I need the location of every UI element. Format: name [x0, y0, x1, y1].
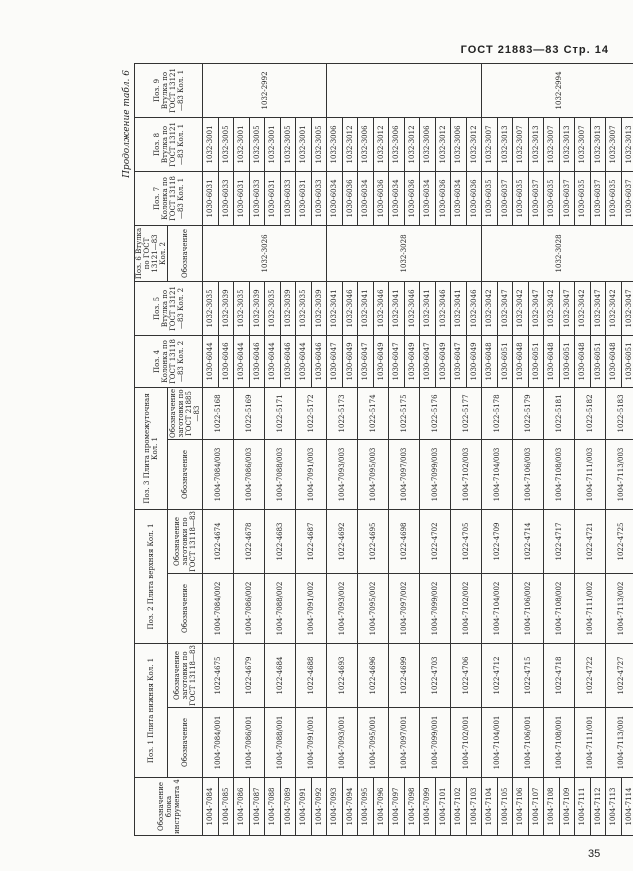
table-row	[606, 63, 622, 835]
table-row	[575, 63, 591, 835]
cell-p1-blank: 1022-4712	[482, 643, 513, 707]
cell-p4: 1030-6048	[606, 335, 622, 387]
cell-p3-blank: 1022-5174	[358, 387, 389, 439]
cell-p7: 1030-6036	[373, 171, 389, 225]
cell-p4: 1030-6047	[451, 335, 467, 387]
col-p3-b: Обозначение заготовки по ГОСТ 21885—83	[169, 388, 201, 438]
cell-p1-blank: 1022-4718	[544, 643, 575, 707]
cell-p2-blank: 1022-4705	[451, 509, 482, 573]
cell-p5: 1032-3047	[497, 281, 513, 335]
cell-block: 1004-7088	[265, 778, 281, 836]
cell-p8: 1032-3001	[203, 117, 219, 171]
cell-p7: 1030-6033	[311, 171, 327, 225]
cell-p3-designation: 1004-7106/003	[513, 439, 544, 509]
cell-block: 1004-7112	[590, 778, 606, 836]
cell-p2-blank: 1022-4714	[513, 509, 544, 573]
cell-p1-blank: 1022-4715	[513, 643, 544, 707]
cell-p7: 1030-6037	[621, 171, 633, 225]
col-group-p2: Поз. 2 Плита верхняя Кол. 1	[135, 509, 168, 643]
table-row	[389, 63, 405, 835]
cell-block: 1004-7091	[296, 778, 312, 836]
cell-p7: 1030-6033	[218, 171, 234, 225]
cell-p3-designation: 1004-7091/003	[296, 439, 327, 509]
cell-p5: 1032-3041	[451, 281, 467, 335]
cell-p8: 1032-3001	[265, 117, 281, 171]
cell-p2-blank: 1022-4687	[296, 509, 327, 573]
cell-p8: 1032-3001	[296, 117, 312, 171]
cell-p1-blank: 1022-4706	[451, 643, 482, 707]
cell-p1-blank: 1022-4699	[389, 643, 420, 707]
cell-p3-blank: 1022-5168	[203, 387, 234, 439]
cell-p5: 1032-3047	[590, 281, 606, 335]
cell-p8: 1032-3012	[466, 117, 482, 171]
cell-p8: 1032-3001	[234, 117, 250, 171]
cell-block: 1004-7095	[358, 778, 374, 836]
cell-p3-designation: 1004-7088/003	[265, 439, 296, 509]
table-body	[203, 63, 633, 835]
col-p2-b: Обозначение заготовки по ГОСТ 13118—83	[168, 509, 203, 573]
cell-p8: 1032-3005	[218, 117, 234, 171]
cell-p5: 1032-3047	[621, 281, 633, 335]
cell-p4: 1030-6047	[327, 335, 343, 387]
table-row	[482, 63, 498, 835]
col-p1-b: Обозначение заготовки по ГОСТ 13118—83	[168, 643, 203, 707]
cell-block: 1004-7103	[466, 778, 482, 836]
cell-p4: 1030-6049	[373, 335, 389, 387]
cell-block: 1004-7089	[280, 778, 296, 836]
cell-p5: 1032-3041	[420, 281, 436, 335]
col-p6-sub: Обозначение	[168, 225, 203, 281]
cell-p4: 1030-6049	[342, 335, 358, 387]
rotated-table-block	[120, 64, 633, 836]
cell-block: 1004-7107	[528, 778, 544, 836]
cell-p3-designation: 1004-7093/003	[327, 439, 358, 509]
cell-p3-designation: 1004-7113/003	[606, 439, 633, 509]
cell-p3-designation: 1004-7084/003	[203, 439, 234, 509]
cell-p2-blank: 1022-4698	[389, 509, 420, 573]
cell-block: 1004-7093	[327, 778, 343, 836]
cell-p1-blank: 1022-4703	[420, 643, 451, 707]
cell-block: 1004-7098	[404, 778, 420, 836]
cell-p5: 1032-3035	[203, 281, 219, 335]
cell-p7: 1030-6034	[327, 171, 343, 225]
cell-p2-blank: 1022-4695	[358, 509, 389, 573]
cell-p4: 1030-6051	[590, 335, 606, 387]
cell-p3-blank: 1022-5173	[327, 387, 358, 439]
cell-p1-blank: 1022-4727	[606, 643, 633, 707]
cell-p7: 1030-6031	[234, 171, 250, 225]
cell-p2-designation: 1004-7095/002	[358, 573, 389, 643]
page-header: ГОСТ 21883—83 Стр. 14	[460, 44, 609, 56]
col-group-p3: Поз. 3 Плита промежуточная Кол. 1	[135, 387, 168, 509]
cell-block: 1004-7096	[373, 778, 389, 836]
cell-p1-designation: 1004-7111/001	[575, 708, 606, 778]
cell-p5: 1032-3047	[559, 281, 575, 335]
cell-p9-merged	[327, 63, 482, 117]
col-block: Обозначение блока инструмента 4	[135, 778, 203, 836]
cell-p7: 1030-6036	[342, 171, 358, 225]
cell-p2-blank: 1022-4702	[420, 509, 451, 573]
cell-p1-blank: 1022-4684	[265, 643, 296, 707]
cell-p1-designation: 1004-7102/001	[451, 708, 482, 778]
cell-p5: 1032-3046	[466, 281, 482, 335]
col-p8: Поз. 8 Втулка по ГОСТ 13121—83 Кол. 1	[135, 117, 203, 171]
cell-p5: 1032-3041	[358, 281, 374, 335]
cell-p5: 1032-3042	[606, 281, 622, 335]
cell-p2-designation: 1004-7102/002	[451, 573, 482, 643]
cell-p5: 1032-3042	[544, 281, 560, 335]
cell-p1-designation: 1004-7091/001	[296, 708, 327, 778]
table-caption: Продолжение табл. 6	[122, 70, 132, 178]
cell-p2-blank: 1022-4683	[265, 509, 296, 573]
cell-p4: 1030-6051	[528, 335, 544, 387]
cell-p3-blank: 1022-5169	[234, 387, 265, 439]
cell-p1-designation: 1004-7104/001	[482, 708, 513, 778]
cell-block: 1004-7092	[311, 778, 327, 836]
cell-p2-designation: 1004-7099/002	[420, 573, 451, 643]
cell-p7: 1030-6035	[575, 171, 591, 225]
cell-p3-designation: 1004-7111/003	[575, 439, 606, 509]
page-number: 35	[588, 848, 601, 860]
cell-p4: 1030-6051	[621, 335, 633, 387]
cell-p8: 1032-3013	[590, 117, 606, 171]
cell-block: 1004-7101	[435, 778, 451, 836]
col-p1-a: Обозначение	[168, 708, 203, 778]
cell-p3-designation: 1004-7104/003	[482, 439, 513, 509]
cell-p2-designation: 1004-7091/002	[296, 573, 327, 643]
table-row	[358, 63, 374, 835]
cell-block: 1004-7111	[575, 778, 591, 836]
cell-p2-designation: 1004-7097/002	[389, 573, 420, 643]
cell-p1-designation: 1004-7088/001	[265, 708, 296, 778]
cell-block: 1004-7102	[451, 778, 467, 836]
cell-p7: 1030-6035	[606, 171, 622, 225]
cell-p7: 1030-6037	[528, 171, 544, 225]
cell-p8: 1032-3007	[513, 117, 529, 171]
cell-p3-blank: 1022-5175	[389, 387, 420, 439]
cell-p4: 1030-6048	[482, 335, 498, 387]
col-group-p1: Поз. 1 Плита нижняя Кол. 1	[135, 643, 168, 777]
cell-p7: 1030-6037	[497, 171, 513, 225]
col-p3-a: Обозначение	[168, 439, 203, 509]
cell-p2-blank: 1022-4717	[544, 509, 575, 573]
cell-p5: 1032-3035	[265, 281, 281, 335]
cell-p6-merged: 1032-3028	[482, 225, 633, 281]
cell-block: 1004-7097	[389, 778, 405, 836]
table-row	[513, 63, 529, 835]
cell-block: 1004-7109	[559, 778, 575, 836]
cell-p1-designation: 1004-7093/001	[327, 708, 358, 778]
cell-block: 1004-7084	[203, 778, 219, 836]
cell-p8: 1032-3005	[280, 117, 296, 171]
cell-p4: 1030-6046	[311, 335, 327, 387]
cell-p3-blank: 1022-5171	[265, 387, 296, 439]
cell-p5: 1032-3046	[435, 281, 451, 335]
cell-p7: 1030-6035	[544, 171, 560, 225]
cell-p3-blank: 1022-5182	[575, 387, 606, 439]
cell-p2-designation: 1004-7084/002	[203, 573, 234, 643]
table-row	[234, 63, 250, 835]
cell-p1-blank: 1022-4693	[327, 643, 358, 707]
cell-p1-designation: 1004-7108/001	[544, 708, 575, 778]
cell-p7: 1030-6036	[466, 171, 482, 225]
cell-p4: 1030-6049	[466, 335, 482, 387]
table-row	[203, 63, 219, 835]
cell-p3-blank: 1022-5183	[606, 387, 633, 439]
cell-p5: 1032-3035	[234, 281, 250, 335]
cell-p8: 1032-3006	[420, 117, 436, 171]
cell-p3-designation: 1004-7102/003	[451, 439, 482, 509]
cell-p7: 1030-6034	[420, 171, 436, 225]
cell-p2-blank: 1022-4709	[482, 509, 513, 573]
cell-p8: 1032-3013	[497, 117, 513, 171]
cell-p4: 1030-6044	[234, 335, 250, 387]
cell-p4: 1030-6046	[249, 335, 265, 387]
cell-p7: 1030-6036	[404, 171, 420, 225]
cell-block: 1004-7106	[513, 778, 529, 836]
cell-p4: 1030-6047	[389, 335, 405, 387]
cell-p8: 1032-3012	[342, 117, 358, 171]
cell-p2-blank: 1022-4692	[327, 509, 358, 573]
cell-p3-blank: 1022-5176	[420, 387, 451, 439]
cell-p4: 1030-6051	[497, 335, 513, 387]
cell-p8: 1032-3013	[621, 117, 633, 171]
cell-p1-designation: 1004-7095/001	[358, 708, 389, 778]
cell-block: 1004-7086	[234, 778, 250, 836]
cell-p7: 1030-6031	[203, 171, 219, 225]
cell-p3-designation: 1004-7099/003	[420, 439, 451, 509]
cell-p7: 1030-6035	[513, 171, 529, 225]
cell-p5: 1032-3042	[575, 281, 591, 335]
cell-p1-blank: 1022-4675	[203, 643, 234, 707]
col-p6: Поз. 6 Втулка по ГОСТ 13121—83 Кол. 2	[135, 225, 168, 281]
cell-p6-merged: 1032-3026	[203, 225, 327, 281]
cell-p8: 1032-3007	[482, 117, 498, 171]
cell-p5: 1032-3041	[389, 281, 405, 335]
cell-p4: 1030-6048	[544, 335, 560, 387]
cell-p4: 1030-6049	[404, 335, 420, 387]
cell-p8: 1032-3012	[435, 117, 451, 171]
cell-p2-designation: 1004-7113/002	[606, 573, 633, 643]
cell-p8: 1032-3006	[327, 117, 343, 171]
cell-p7: 1030-6031	[296, 171, 312, 225]
cell-p7: 1030-6033	[280, 171, 296, 225]
cell-p4: 1030-6048	[513, 335, 529, 387]
cell-block: 1004-7114	[621, 778, 633, 836]
cell-p5: 1032-3039	[249, 281, 265, 335]
table-row	[296, 63, 312, 835]
cell-p2-blank: 1022-4674	[203, 509, 234, 573]
col-p5: Поз. 5 Втулка по ГОСТ 13121—83 Кол. 2	[135, 281, 203, 335]
cell-p8: 1032-3005	[249, 117, 265, 171]
cell-p3-blank: 1022-5178	[482, 387, 513, 439]
cell-block: 1004-7099	[420, 778, 436, 836]
cell-p5: 1032-3046	[404, 281, 420, 335]
cell-p7: 1030-6037	[590, 171, 606, 225]
cell-p5: 1032-3041	[327, 281, 343, 335]
data-table	[134, 63, 633, 836]
cell-p9-merged: 1032-2994	[482, 63, 633, 117]
cell-p4: 1030-6044	[203, 335, 219, 387]
cell-p3-blank: 1022-5181	[544, 387, 575, 439]
cell-p2-designation: 1004-7086/002	[234, 573, 265, 643]
cell-block: 1004-7104	[482, 778, 498, 836]
cell-p9-merged: 1032-2992	[203, 63, 327, 117]
cell-p3-blank: 1022-5179	[513, 387, 544, 439]
cell-block: 1004-7085	[218, 778, 234, 836]
cell-p4: 1030-6046	[218, 335, 234, 387]
table-row	[451, 63, 467, 835]
cell-p1-designation: 1004-7106/001	[513, 708, 544, 778]
cell-p1-designation: 1004-7113/001	[606, 708, 633, 778]
cell-p1-designation: 1004-7099/001	[420, 708, 451, 778]
cell-block: 1004-7113	[606, 778, 622, 836]
table-row	[265, 63, 281, 835]
cell-p3-blank: 1022-5172	[296, 387, 327, 439]
table-row	[420, 63, 436, 835]
cell-p5: 1032-3035	[296, 281, 312, 335]
cell-p1-designation: 1004-7084/001	[203, 708, 234, 778]
col-p9: Поз. 9 Втулка по ГОСТ 13121—83 Кол. 1	[135, 63, 203, 117]
cell-p7: 1030-6036	[435, 171, 451, 225]
cell-p7: 1030-6034	[389, 171, 405, 225]
cell-p4: 1030-6044	[296, 335, 312, 387]
cell-p1-blank: 1022-4696	[358, 643, 389, 707]
cell-p2-designation: 1004-7108/002	[544, 573, 575, 643]
cell-p3-designation: 1004-7108/003	[544, 439, 575, 509]
cell-p8: 1032-3005	[311, 117, 327, 171]
cell-p2-designation: 1004-7106/002	[513, 573, 544, 643]
cell-block: 1004-7087	[249, 778, 265, 836]
cell-p2-blank: 1022-4721	[575, 509, 606, 573]
cell-p5: 1032-3039	[311, 281, 327, 335]
cell-p7: 1030-6031	[265, 171, 281, 225]
cell-p4: 1030-6044	[265, 335, 281, 387]
cell-p5: 1032-3046	[373, 281, 389, 335]
cell-p5: 1032-3046	[342, 281, 358, 335]
cell-p4: 1030-6049	[435, 335, 451, 387]
cell-p8: 1032-3006	[451, 117, 467, 171]
cell-p7: 1030-6035	[482, 171, 498, 225]
cell-p8: 1032-3013	[559, 117, 575, 171]
cell-p5: 1032-3042	[513, 281, 529, 335]
cell-p1-blank: 1022-4722	[575, 643, 606, 707]
col-p2-a: Обозначение	[168, 573, 203, 643]
cell-p4: 1030-6047	[358, 335, 374, 387]
cell-p3-blank: 1022-5177	[451, 387, 482, 439]
table-row	[544, 63, 560, 835]
cell-p3-designation: 1004-7086/003	[234, 439, 265, 509]
cell-p4: 1030-6046	[280, 335, 296, 387]
cell-p7: 1030-6037	[559, 171, 575, 225]
col-p4: Поз. 4 Колонка по ГОСТ 13118—83 Кол. 2	[135, 335, 203, 387]
cell-p5: 1032-3042	[482, 281, 498, 335]
table-row	[327, 63, 343, 835]
cell-p1-designation: 1004-7097/001	[389, 708, 420, 778]
cell-p2-blank: 1022-4725	[606, 509, 633, 573]
cell-p1-blank: 1022-4679	[234, 643, 265, 707]
cell-p7: 1030-6033	[249, 171, 265, 225]
cell-p8: 1032-3007	[606, 117, 622, 171]
cell-block: 1004-7108	[544, 778, 560, 836]
cell-p3-designation: 1004-7097/003	[389, 439, 420, 509]
cell-p4: 1030-6051	[559, 335, 575, 387]
cell-p8: 1032-3007	[544, 117, 560, 171]
cell-p5: 1032-3047	[528, 281, 544, 335]
cell-p8: 1032-3013	[528, 117, 544, 171]
cell-p7: 1030-6034	[358, 171, 374, 225]
cell-p4: 1030-6048	[575, 335, 591, 387]
cell-p2-blank: 1022-4678	[234, 509, 265, 573]
cell-p4: 1030-6047	[420, 335, 436, 387]
cell-p7: 1030-6034	[451, 171, 467, 225]
cell-p3-designation: 1004-7095/003	[358, 439, 389, 509]
cell-p6-merged: 1032-3028	[327, 225, 482, 281]
cell-p1-designation: 1004-7086/001	[234, 708, 265, 778]
col-p7: Поз. 7 Колонка по ГОСТ 13118—83 Кол. 1	[135, 171, 203, 225]
cell-p8: 1032-3012	[373, 117, 389, 171]
cell-p8: 1032-3007	[575, 117, 591, 171]
cell-block: 1004-7105	[497, 778, 513, 836]
cell-p2-designation: 1004-7111/002	[575, 573, 606, 643]
cell-p1-blank: 1022-4688	[296, 643, 327, 707]
cell-block: 1004-7094	[342, 778, 358, 836]
cell-p8: 1032-3006	[389, 117, 405, 171]
cell-p2-designation: 1004-7093/002	[327, 573, 358, 643]
cell-p5: 1032-3039	[280, 281, 296, 335]
cell-p8: 1032-3006	[358, 117, 374, 171]
cell-p5: 1032-3039	[218, 281, 234, 335]
cell-p2-designation: 1004-7088/002	[265, 573, 296, 643]
cell-p2-designation: 1004-7104/002	[482, 573, 513, 643]
cell-p8: 1032-3012	[404, 117, 420, 171]
